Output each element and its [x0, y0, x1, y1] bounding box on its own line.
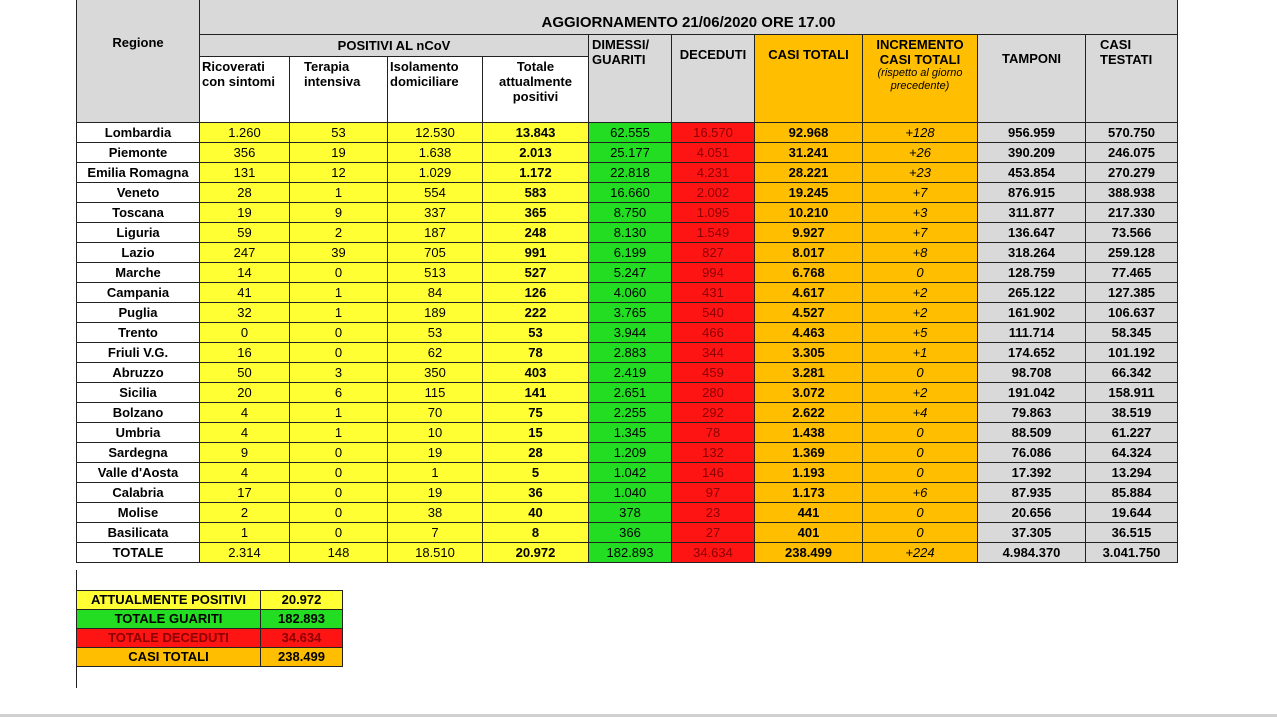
cell-dimessi: 366: [589, 523, 672, 543]
cell-casi-testati: 270.279: [1086, 163, 1178, 183]
cell-terapia: 0: [290, 483, 388, 503]
cell-dimessi: 16.660: [589, 183, 672, 203]
cell-isolamento: 513: [388, 263, 483, 283]
cell-incremento: +23: [863, 163, 978, 183]
cell-casi-totali: 4.527: [755, 303, 863, 323]
cell-isolamento: 53: [388, 323, 483, 343]
cell-tamponi: 128.759: [978, 263, 1086, 283]
cell-deceduti: 459: [672, 363, 755, 383]
cell-region: Trento: [77, 323, 200, 343]
cell-deceduti: 78: [672, 423, 755, 443]
cell-ricoverati: 9: [200, 443, 290, 463]
cell-tamponi: 174.652: [978, 343, 1086, 363]
cell-region: Liguria: [77, 223, 200, 243]
cell-isolamento: 12.530: [388, 123, 483, 143]
cell-isolamento: 705: [388, 243, 483, 263]
summary-value: 20.972: [261, 591, 343, 610]
cell-incremento: +2: [863, 303, 978, 323]
cell-casi-testati: 570.750: [1086, 123, 1178, 143]
cell-incremento: 0: [863, 463, 978, 483]
cell-terapia: 53: [290, 123, 388, 143]
cell-casi-totali: 92.968: [755, 123, 863, 143]
cell-ricoverati: 4: [200, 423, 290, 443]
cell-terapia: 1: [290, 283, 388, 303]
cell-dimessi: 25.177: [589, 143, 672, 163]
cell-casi-totali: 401: [755, 523, 863, 543]
cell-casi-totali: 6.768: [755, 263, 863, 283]
total-casi-testati: 3.041.750: [1086, 543, 1178, 563]
cell-terapia: 1: [290, 423, 388, 443]
cell-totale-positivi: 75: [483, 403, 589, 423]
cell-tamponi: 136.647: [978, 223, 1086, 243]
cell-casi-totali: 10.210: [755, 203, 863, 223]
cell-dimessi: 2.883: [589, 343, 672, 363]
header-terapia: Terapia intensiva: [290, 57, 388, 123]
cell-dimessi: 1.042: [589, 463, 672, 483]
total-tamponi: 4.984.370: [978, 543, 1086, 563]
cell-ricoverati: 17: [200, 483, 290, 503]
cell-deceduti: 132: [672, 443, 755, 463]
cell-deceduti: 994: [672, 263, 755, 283]
cell-incremento: 0: [863, 443, 978, 463]
cell-region: Molise: [77, 503, 200, 523]
cell-isolamento: 10: [388, 423, 483, 443]
cell-deceduti: 1.095: [672, 203, 755, 223]
cell-region: Sicilia: [77, 383, 200, 403]
cell-isolamento: 1.029: [388, 163, 483, 183]
cell-casi-testati: 58.345: [1086, 323, 1178, 343]
cell-casi-testati: 36.515: [1086, 523, 1178, 543]
cell-isolamento: 7: [388, 523, 483, 543]
cell-casi-totali: 3.281: [755, 363, 863, 383]
cell-dimessi: 378: [589, 503, 672, 523]
cell-incremento: +1: [863, 343, 978, 363]
table-row: [77, 363, 1178, 383]
cell-ricoverati: 16: [200, 343, 290, 363]
cell-deceduti: 4.231: [672, 163, 755, 183]
summary-label: ATTUALMENTE POSITIVI: [77, 591, 261, 610]
cell-incremento: +8: [863, 243, 978, 263]
cell-tamponi: 111.714: [978, 323, 1086, 343]
cell-region: Toscana: [77, 203, 200, 223]
total-isolamento: 18.510: [388, 543, 483, 563]
cell-incremento: 0: [863, 523, 978, 543]
cell-isolamento: 350: [388, 363, 483, 383]
cell-incremento: 0: [863, 363, 978, 383]
table-row: [77, 343, 1178, 363]
header-incremento-note: (rispetto al giorno precedente): [877, 67, 963, 92]
cell-dimessi: 62.555: [589, 123, 672, 143]
cell-dimessi: 1.345: [589, 423, 672, 443]
cell-casi-testati: 259.128: [1086, 243, 1178, 263]
cell-casi-testati: 61.227: [1086, 423, 1178, 443]
cell-isolamento: 189: [388, 303, 483, 323]
cell-isolamento: 84: [388, 283, 483, 303]
cell-tamponi: 37.305: [978, 523, 1086, 543]
table-row: [77, 203, 1178, 223]
regional-data-table: [76, 0, 1178, 563]
cell-terapia: 0: [290, 323, 388, 343]
table-row: [77, 503, 1178, 523]
cell-totale-positivi: 78: [483, 343, 589, 363]
cell-tamponi: 20.656: [978, 503, 1086, 523]
cell-ricoverati: 28: [200, 183, 290, 203]
cell-dimessi: 2.651: [589, 383, 672, 403]
cell-totale-positivi: 126: [483, 283, 589, 303]
cell-region: Veneto: [77, 183, 200, 203]
cell-region: Lazio: [77, 243, 200, 263]
cell-dimessi: 3.944: [589, 323, 672, 343]
cell-terapia: 3: [290, 363, 388, 383]
table-row: [77, 123, 1178, 143]
cell-tamponi: 318.264: [978, 243, 1086, 263]
cell-terapia: 19: [290, 143, 388, 163]
cell-region: Puglia: [77, 303, 200, 323]
cell-casi-testati: 217.330: [1086, 203, 1178, 223]
cell-casi-totali: 441: [755, 503, 863, 523]
cell-casi-totali: 1.438: [755, 423, 863, 443]
cell-casi-testati: 13.294: [1086, 463, 1178, 483]
cell-ricoverati: 247: [200, 243, 290, 263]
cell-region: Sardegna: [77, 443, 200, 463]
cell-terapia: 0: [290, 503, 388, 523]
table-row: [77, 143, 1178, 163]
cell-ricoverati: 41: [200, 283, 290, 303]
cell-deceduti: 280: [672, 383, 755, 403]
cell-totale-positivi: 40: [483, 503, 589, 523]
cell-dimessi: 8.130: [589, 223, 672, 243]
cell-terapia: 0: [290, 343, 388, 363]
cell-dimessi: 1.040: [589, 483, 672, 503]
summary-value: 182.893: [261, 610, 343, 629]
cell-terapia: 12: [290, 163, 388, 183]
cell-totale-positivi: 36: [483, 483, 589, 503]
cell-casi-testati: 106.637: [1086, 303, 1178, 323]
cell-deceduti: 16.570: [672, 123, 755, 143]
cell-dimessi: 3.765: [589, 303, 672, 323]
cell-totale-positivi: 365: [483, 203, 589, 223]
cell-deceduti: 146: [672, 463, 755, 483]
cell-tamponi: 17.392: [978, 463, 1086, 483]
cell-tamponi: 87.935: [978, 483, 1086, 503]
cell-terapia: 1: [290, 403, 388, 423]
totals-row: [77, 543, 1178, 563]
cell-totale-positivi: 403: [483, 363, 589, 383]
cell-deceduti: 431: [672, 283, 755, 303]
cell-tamponi: 876.915: [978, 183, 1086, 203]
summary-label: TOTALE DECEDUTI: [77, 629, 261, 648]
cell-region: Basilicata: [77, 523, 200, 543]
cell-tamponi: 161.902: [978, 303, 1086, 323]
cell-isolamento: 19: [388, 483, 483, 503]
cell-incremento: +4: [863, 403, 978, 423]
total-ricoverati: 2.314: [200, 543, 290, 563]
cell-deceduti: 1.549: [672, 223, 755, 243]
cell-deceduti: 466: [672, 323, 755, 343]
cell-incremento: +7: [863, 223, 978, 243]
cell-ricoverati: 4: [200, 463, 290, 483]
summary-row: [77, 591, 343, 610]
summary-row: [77, 629, 343, 648]
cell-incremento: +2: [863, 283, 978, 303]
summary-row: [77, 648, 343, 667]
cell-dimessi: 2.419: [589, 363, 672, 383]
cell-tamponi: 311.877: [978, 203, 1086, 223]
cell-terapia: 2: [290, 223, 388, 243]
cell-deceduti: 27: [672, 523, 755, 543]
summary-label: TOTALE GUARITI: [77, 610, 261, 629]
cell-isolamento: 70: [388, 403, 483, 423]
header-deceduti: DECEDUTI: [672, 35, 755, 123]
cell-casi-totali: 4.617: [755, 283, 863, 303]
cell-totale-positivi: 5: [483, 463, 589, 483]
cell-incremento: 0: [863, 423, 978, 443]
cell-tamponi: 88.509: [978, 423, 1086, 443]
cell-casi-testati: 38.519: [1086, 403, 1178, 423]
header-regione: Regione: [77, 0, 200, 123]
summary-value: 238.499: [261, 648, 343, 667]
cell-ricoverati: 20: [200, 383, 290, 403]
cell-casi-testati: 19.644: [1086, 503, 1178, 523]
header-tamponi: TAMPONI: [978, 35, 1086, 123]
cell-casi-testati: 101.192: [1086, 343, 1178, 363]
cell-ricoverati: 32: [200, 303, 290, 323]
cell-isolamento: 187: [388, 223, 483, 243]
cell-totale-positivi: 53: [483, 323, 589, 343]
cell-incremento: 0: [863, 263, 978, 283]
cell-deceduti: 540: [672, 303, 755, 323]
cell-casi-totali: 3.305: [755, 343, 863, 363]
total-dimessi: 182.893: [589, 543, 672, 563]
cell-deceduti: 292: [672, 403, 755, 423]
cell-isolamento: 19: [388, 443, 483, 463]
table-row: [77, 463, 1178, 483]
cell-totale-positivi: 141: [483, 383, 589, 403]
total-totale-positivi: 20.972: [483, 543, 589, 563]
cell-casi-testati: 64.324: [1086, 443, 1178, 463]
cell-isolamento: 554: [388, 183, 483, 203]
summary-table: [76, 590, 343, 667]
cell-region: Emilia Romagna: [77, 163, 200, 183]
cell-tamponi: 76.086: [978, 443, 1086, 463]
total-deceduti: 34.634: [672, 543, 755, 563]
cell-deceduti: 827: [672, 243, 755, 263]
cell-region: Marche: [77, 263, 200, 283]
cell-casi-totali: 1.173: [755, 483, 863, 503]
cell-casi-totali: 28.221: [755, 163, 863, 183]
cell-isolamento: 115: [388, 383, 483, 403]
header-casi-totali: CASI TOTALI: [755, 35, 863, 123]
cell-ricoverati: 19: [200, 203, 290, 223]
cell-region: Abruzzo: [77, 363, 200, 383]
cell-terapia: 1: [290, 183, 388, 203]
cell-ricoverati: 1.260: [200, 123, 290, 143]
cell-deceduti: 97: [672, 483, 755, 503]
header-incremento-label: INCREMENTO CASI TOTALI: [876, 37, 964, 67]
cell-casi-totali: 9.927: [755, 223, 863, 243]
cell-terapia: 39: [290, 243, 388, 263]
cell-tamponi: 98.708: [978, 363, 1086, 383]
cell-casi-totali: 3.072: [755, 383, 863, 403]
table-row: [77, 483, 1178, 503]
cell-totale-positivi: 2.013: [483, 143, 589, 163]
cell-incremento: +6: [863, 483, 978, 503]
table-row: [77, 423, 1178, 443]
cell-incremento: +7: [863, 183, 978, 203]
cell-terapia: 0: [290, 263, 388, 283]
cell-totale-positivi: 248: [483, 223, 589, 243]
cell-ricoverati: 2: [200, 503, 290, 523]
header-incremento: [863, 35, 978, 123]
cell-region: Piemonte: [77, 143, 200, 163]
cell-incremento: +128: [863, 123, 978, 143]
cell-casi-totali: 1.369: [755, 443, 863, 463]
cell-isolamento: 1.638: [388, 143, 483, 163]
cell-incremento: 0: [863, 503, 978, 523]
cell-dimessi: 4.060: [589, 283, 672, 303]
cell-tamponi: 390.209: [978, 143, 1086, 163]
cell-casi-testati: 66.342: [1086, 363, 1178, 383]
table-row: [77, 383, 1178, 403]
cell-casi-totali: 2.622: [755, 403, 863, 423]
update-title: AGGIORNAMENTO 21/06/2020 ORE 17.00: [200, 0, 1178, 35]
cell-tamponi: 956.959: [978, 123, 1086, 143]
cell-dimessi: 2.255: [589, 403, 672, 423]
cell-incremento: +26: [863, 143, 978, 163]
cell-casi-testati: 127.385: [1086, 283, 1178, 303]
cell-casi-testati: 85.884: [1086, 483, 1178, 503]
cell-casi-totali: 1.193: [755, 463, 863, 483]
table-header: [77, 0, 1178, 123]
table-body: [77, 123, 1178, 563]
cell-ricoverati: 131: [200, 163, 290, 183]
total-casi-totali: 238.499: [755, 543, 863, 563]
table-row: [77, 223, 1178, 243]
table-row: [77, 443, 1178, 463]
cell-totale-positivi: 28: [483, 443, 589, 463]
cell-tamponi: 265.122: [978, 283, 1086, 303]
cell-terapia: 0: [290, 443, 388, 463]
cell-casi-testati: 158.911: [1086, 383, 1178, 403]
cell-totale-positivi: 222: [483, 303, 589, 323]
cell-region: Friuli V.G.: [77, 343, 200, 363]
cell-totale-positivi: 583: [483, 183, 589, 203]
cell-isolamento: 1: [388, 463, 483, 483]
cell-dimessi: 22.818: [589, 163, 672, 183]
total-incremento: +224: [863, 543, 978, 563]
cell-totale-positivi: 13.843: [483, 123, 589, 143]
cell-totale-positivi: 1.172: [483, 163, 589, 183]
cell-region: Bolzano: [77, 403, 200, 423]
cell-tamponi: 453.854: [978, 163, 1086, 183]
cell-tamponi: 79.863: [978, 403, 1086, 423]
cell-totale-positivi: 15: [483, 423, 589, 443]
header-dimessi: DIMESSI/ GUARITI: [589, 35, 672, 123]
cell-ricoverati: 14: [200, 263, 290, 283]
cell-totale-positivi: 8: [483, 523, 589, 543]
table-row: [77, 163, 1178, 183]
header-ricoverati: Ricoverati con sintomi: [200, 57, 290, 123]
summary-row: [77, 610, 343, 629]
cell-ricoverati: 356: [200, 143, 290, 163]
cell-dimessi: 8.750: [589, 203, 672, 223]
cell-deceduti: 4.051: [672, 143, 755, 163]
cell-deceduti: 23: [672, 503, 755, 523]
cell-dimessi: 5.247: [589, 263, 672, 283]
table-row: [77, 323, 1178, 343]
cell-deceduti: 2.002: [672, 183, 755, 203]
summary-label: CASI TOTALI: [77, 648, 261, 667]
header-isolamento: Isolamento domiciliare: [388, 57, 483, 123]
cell-terapia: 9: [290, 203, 388, 223]
cell-isolamento: 62: [388, 343, 483, 363]
cell-casi-totali: 8.017: [755, 243, 863, 263]
covid-report-sheet: [76, 0, 1178, 563]
header-positivi: POSITIVI AL nCoV: [200, 35, 589, 57]
header-casi-testati: CASI TESTATI: [1086, 35, 1178, 123]
cell-casi-totali: 4.463: [755, 323, 863, 343]
cell-terapia: 0: [290, 463, 388, 483]
table-row: [77, 403, 1178, 423]
table-row: [77, 183, 1178, 203]
cell-incremento: +2: [863, 383, 978, 403]
cell-terapia: 0: [290, 523, 388, 543]
cell-deceduti: 344: [672, 343, 755, 363]
table-row: [77, 523, 1178, 543]
cell-region: Valle d'Aosta: [77, 463, 200, 483]
cell-ricoverati: 4: [200, 403, 290, 423]
table-row: [77, 303, 1178, 323]
cell-totale-positivi: 527: [483, 263, 589, 283]
cell-incremento: +5: [863, 323, 978, 343]
cell-isolamento: 337: [388, 203, 483, 223]
cell-casi-totali: 31.241: [755, 143, 863, 163]
cell-totale-positivi: 991: [483, 243, 589, 263]
cell-ricoverati: 0: [200, 323, 290, 343]
cell-region: Umbria: [77, 423, 200, 443]
cell-region: Campania: [77, 283, 200, 303]
cell-casi-totali: 19.245: [755, 183, 863, 203]
cell-region: Lombardia: [77, 123, 200, 143]
cell-casi-testati: 77.465: [1086, 263, 1178, 283]
cell-tamponi: 191.042: [978, 383, 1086, 403]
total-terapia: 148: [290, 543, 388, 563]
cell-ricoverati: 59: [200, 223, 290, 243]
cell-casi-testati: 388.938: [1086, 183, 1178, 203]
total-region: TOTALE: [77, 543, 200, 563]
table-row: [77, 263, 1178, 283]
cell-ricoverati: 1: [200, 523, 290, 543]
cell-incremento: +3: [863, 203, 978, 223]
table-row: [77, 283, 1178, 303]
cell-dimessi: 6.199: [589, 243, 672, 263]
summary-value: 34.634: [261, 629, 343, 648]
table-row: [77, 243, 1178, 263]
cell-ricoverati: 50: [200, 363, 290, 383]
cell-casi-testati: 246.075: [1086, 143, 1178, 163]
cell-dimessi: 1.209: [589, 443, 672, 463]
cell-terapia: 1: [290, 303, 388, 323]
cell-isolamento: 38: [388, 503, 483, 523]
header-totale-positivi: Totale attualmente positivi: [483, 57, 589, 123]
cell-terapia: 6: [290, 383, 388, 403]
cell-casi-testati: 73.566: [1086, 223, 1178, 243]
cell-region: Calabria: [77, 483, 200, 503]
